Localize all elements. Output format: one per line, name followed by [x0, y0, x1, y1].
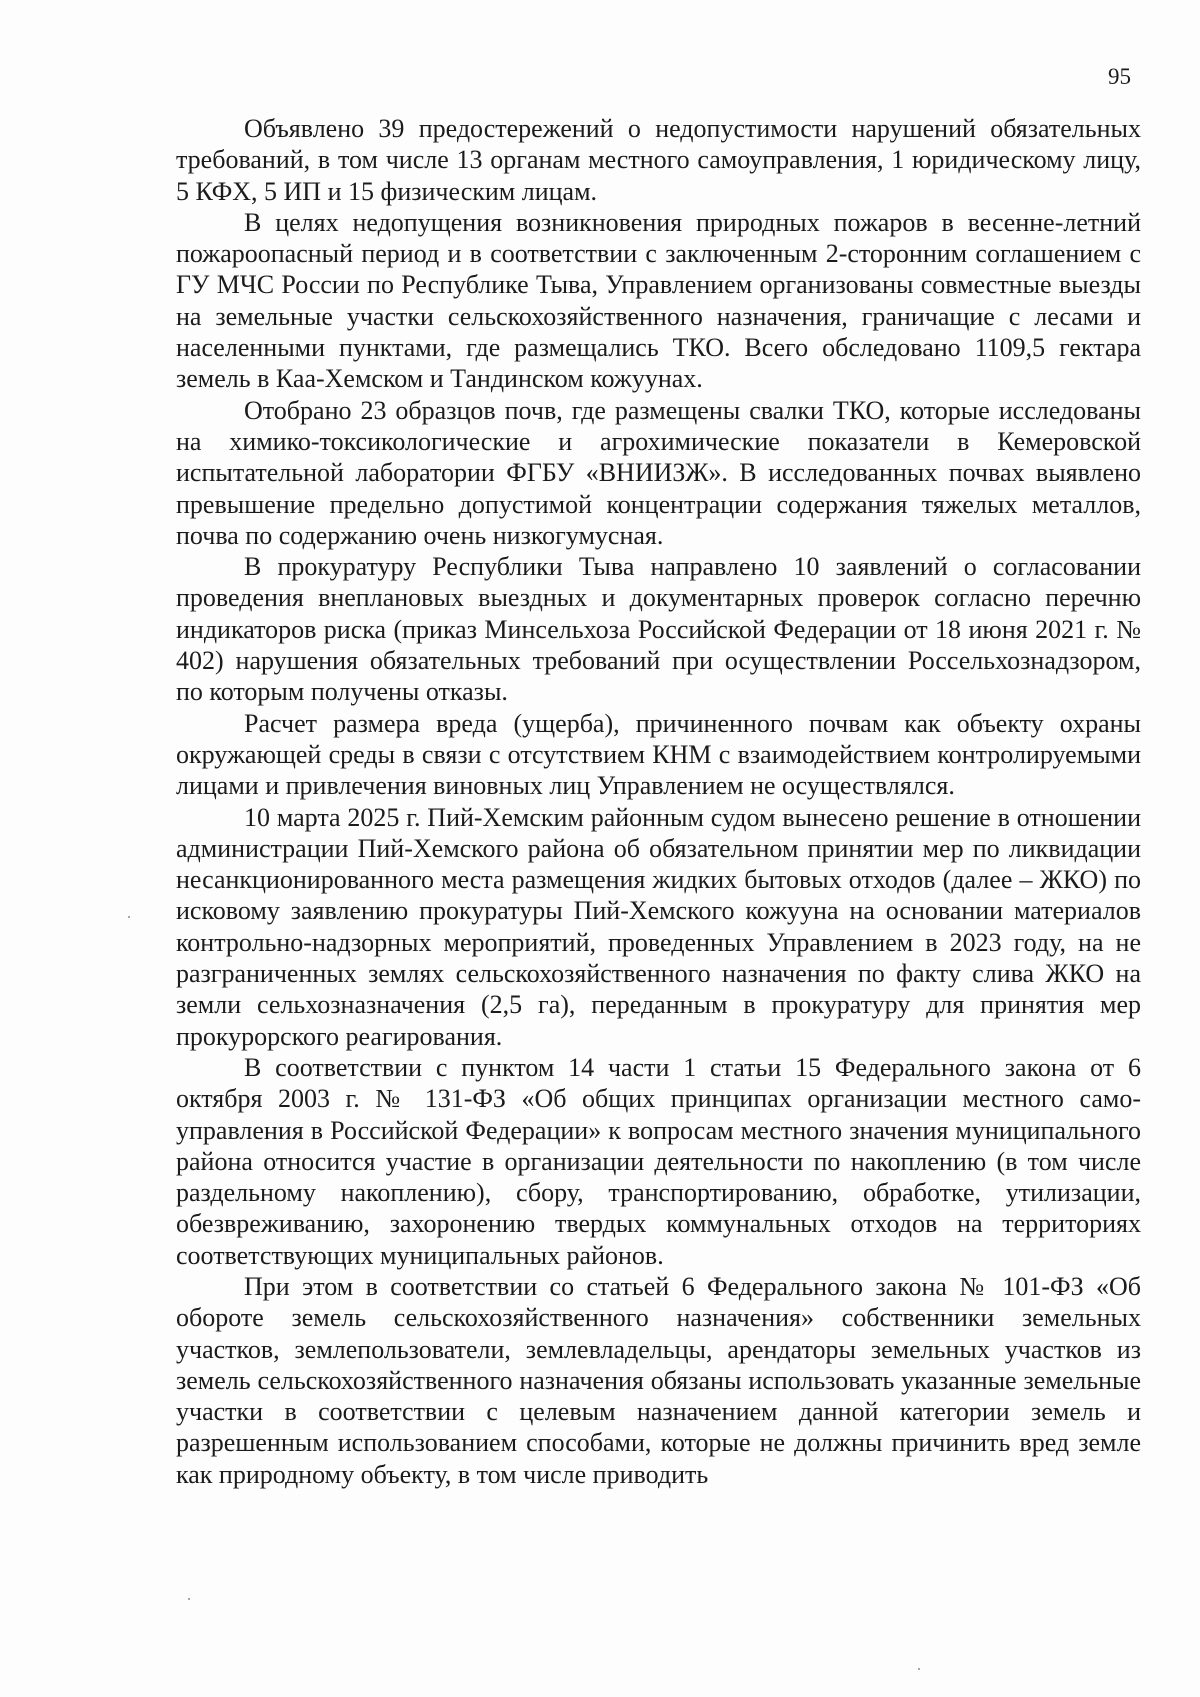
paragraph: В целях недопущения возникновения природных пожаров в весенне-летний пожароопасный период и в соответствии с заключенным 2-сторонним соглашением с ГУ МЧС России по Республике Тыва, Управлением организованы совместные выезды на земельные участки сельскохозяйственного назначения, граничащие с лесами и населенными пунктами, где размещались ТКО. Всего обследовано 1109,5 гектара земель в Каа-Хемском и Тандинском кожуунах. [176, 207, 1141, 394]
paragraph: Расчет размера вреда (ущерба), причиненного почвам как объекту охраны окружающей среды в связи с отсутствием КНМ с взаимодействием контролируемыми лицами и привлечения виновных лиц Управлением не осуществлялся. [176, 708, 1141, 801]
scan-speck [188, 1598, 190, 1600]
scan-speck [128, 916, 130, 918]
scan-speck [918, 1668, 920, 1670]
page-number: 95 [1108, 64, 1131, 89]
paragraph: При этом в соответствии со статьей 6 Федерального закона № 101-ФЗ «Об обороте земель сельскохозяйственного назначения» собственники земельных участков, землепользователи, землевладельцы, арендаторы земельных участков из земель сельскохозяйственного назначения обязаны использовать указанные земельные участки в соответствии с целевым назначением данной категории земель и разрешенным использованием способами, которые не должны причинить вред земле как природному объекту, в том числе приводить [176, 1271, 1141, 1489]
paragraph: 10 марта 2025 г. Пий-Хемским районным судом вынесено решение в отношении администрации Пий-Хемского района об обязательном принятии мер по ликвидации несанкционированного места размещения жидких бытовых отходов (далее – ЖКО) по исковому заявлению прокуратуры Пий-Хемского кожууна на основании материалов контрольно-надзорных мероприятий, проведенных Управлением в 2023 году, на не разграниченных землях сельскохозяйственного назначения по факту слива ЖКО на земли сельхозназначения (2,5 га), переданным в прокуратуру для принятия мер прокурорского реагирования. [176, 802, 1141, 1051]
paragraph: В прокуратуру Республики Тыва направлено 10 заявлений о согласовании проведения внеплановых выездных и документарных проверок согласно перечню индикаторов риска (приказ Минсельхоза Российской Федерации от 18 июня 2021 г. № 402) нарушения обязательных требований при осуществлении Россельхознадзором, по которым получены отказы. [176, 552, 1141, 707]
document-body [176, 113, 1141, 1490]
paragraph: Объявлено 39 предостережений о недопустимости нарушений обязательных требований, в том числе 13 органам местного самоуправления, 1 юридическому лицу, 5 КФХ, 5 ИП и 15 физическим лицам. [176, 114, 1141, 206]
paragraph: В соответствии с пунктом 14 части 1 статьи 15 Федерального закона от 6 октября 2003 г. № 131-ФЗ «Об общих принципах организации местного самоуправления в Российской Федерации» к вопросам местного значения муниципального района относится участие в организации деятельности по накоплению (в том числе раздельному накоплению), сбору, транспортированию, обработке, утилизации, обезвреживанию, захоронению твердых коммунальных отходов на территориях соответствующих муниципальных районов. [176, 1052, 1141, 1270]
paragraph: Отобрано 23 образцов почв, где размещены свалки ТКО, которые исследованы на химико-токсикологические и агрохимические показатели в Кемеровской испытательной лаборатории ФГБУ «ВНИИЗЖ». В исследованных почвах выявлено превышение предельно допустимой концентрации содержания тяжелых металлов, почва по содержанию очень низкогумусная. [176, 395, 1141, 550]
